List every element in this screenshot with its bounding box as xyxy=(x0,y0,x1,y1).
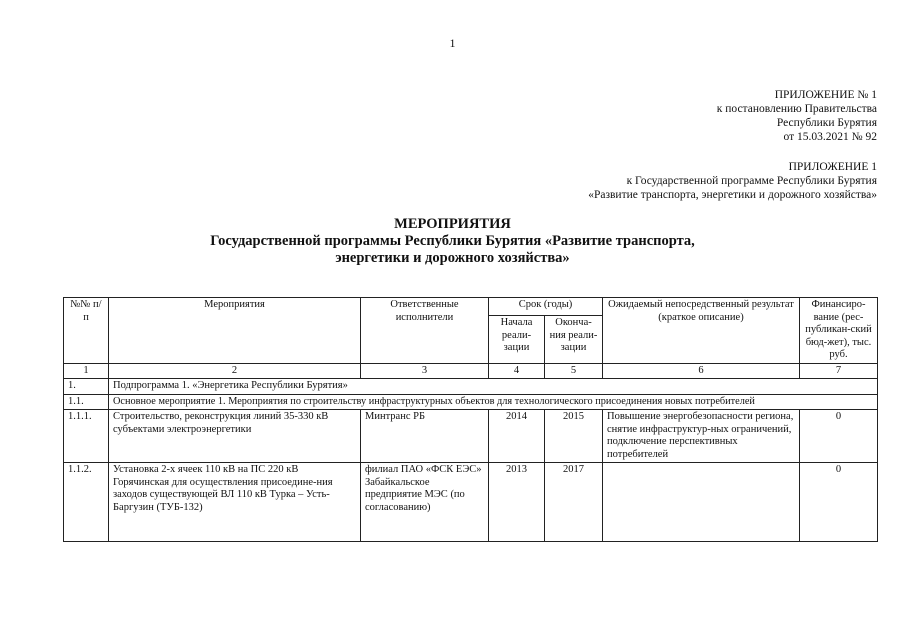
row-measure: Установка 2-х ячеек 110 кВ на ПС 220 кВ Горячинская для осуществления присоедине-ния заходов существующей ВЛ 110 кВ Турка – Усть-Баргузин (ТУБ-132) xyxy=(109,463,361,542)
header-start: Начала реали-зации xyxy=(489,316,545,363)
row-num: 1.1.2. xyxy=(64,463,109,542)
title-line: Государственной программы Республики Бурятия «Развитие транспорта, xyxy=(210,233,695,249)
title-line: энергетики и дорожного хозяйства» xyxy=(335,250,570,266)
header-result: Ожидаемый непосредственный результат (краткое описание) xyxy=(603,298,800,364)
column-number: 1 xyxy=(64,363,109,379)
row-result: Повышение энергобезопасности региона, снятие инфраструктур-ных ограничений, подключение перспективных потребителей xyxy=(603,410,800,463)
row-measure: Строительство, реконструкция линий 35-330 кВ субъектами электроэнергетики xyxy=(109,410,361,463)
appendix-decree-line: к постановлению Правительства xyxy=(716,103,877,115)
header-financing: Финансиро-вание (рес-публикан-ский бюд-жет), тыс. руб. xyxy=(800,298,878,364)
column-number: 5 xyxy=(545,363,603,379)
table-row xyxy=(64,463,878,542)
document-title xyxy=(0,216,905,267)
appendix-program-line: ПРИЛОЖЕНИЕ 1 xyxy=(788,161,877,173)
row-num: 1.1.1. xyxy=(64,410,109,463)
row-end: 2015 xyxy=(545,410,603,463)
row-responsible: Минтранс РБ xyxy=(361,410,489,463)
subprogram-row xyxy=(64,379,878,395)
row-start: 2014 xyxy=(489,410,545,463)
row-responsible: филиал ПАО «ФСК ЕЭС» Забайкальское предприятие МЭС (по согласованию) xyxy=(361,463,489,542)
appendix-decree-line: от 15.03.2021 № 92 xyxy=(783,131,877,143)
column-number: 3 xyxy=(361,363,489,379)
subprogram-num: 1. xyxy=(64,379,109,395)
row-start: 2013 xyxy=(489,463,545,542)
table-row xyxy=(64,410,878,463)
header-term: Срок (годы) xyxy=(489,298,603,316)
header-responsible: Ответственные исполнители xyxy=(361,298,489,364)
appendix-decree-line: Республики Бурятия xyxy=(776,117,877,129)
appendix-program xyxy=(588,160,877,202)
measures-table xyxy=(63,297,878,542)
row-end: 2017 xyxy=(545,463,603,542)
header-measures: Мероприятия xyxy=(109,298,361,364)
header-end: Оконча-ния реали-зации xyxy=(545,316,603,363)
column-number: 4 xyxy=(489,363,545,379)
column-number: 6 xyxy=(603,363,800,379)
table-header-row xyxy=(64,298,878,316)
column-number-row xyxy=(64,363,878,379)
column-number: 7 xyxy=(800,363,878,379)
header-num: №№ п/п xyxy=(64,298,109,364)
row-financing: 0 xyxy=(800,410,878,463)
appendix-program-line: к Государственной программе Республики Бурятия xyxy=(626,175,877,187)
appendix-program-line: «Развитие транспорта, энергетики и дорожного хозяйства» xyxy=(588,189,877,201)
page-number: 1 xyxy=(449,36,456,50)
appendix-decree xyxy=(717,88,877,144)
title-main: МЕРОПРИЯТИЯ xyxy=(394,216,511,232)
row-financing: 0 xyxy=(800,463,878,542)
row-result xyxy=(603,463,800,542)
main-measure-num: 1.1. xyxy=(64,394,109,410)
appendix-decree-line: ПРИЛОЖЕНИЕ № 1 xyxy=(774,89,877,101)
main-measure-text: Основное мероприятие 1. Мероприятия по строительству инфраструктурных объектов для технологического присоединения новых потребителей xyxy=(109,394,878,410)
column-number: 2 xyxy=(109,363,361,379)
subprogram-text: Подпрограмма 1. «Энергетика Республики Бурятия» xyxy=(109,379,878,395)
main-measure-row xyxy=(64,394,878,410)
